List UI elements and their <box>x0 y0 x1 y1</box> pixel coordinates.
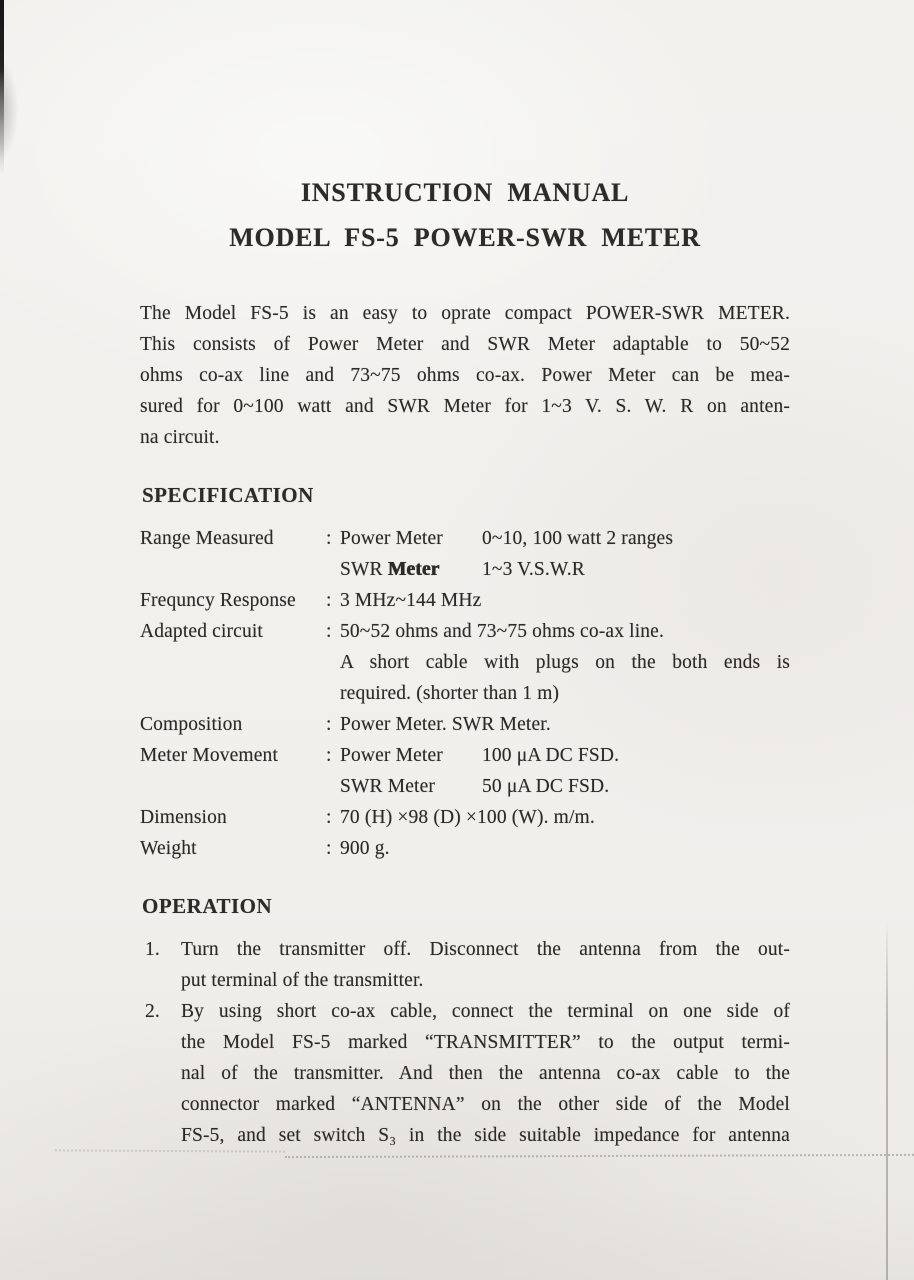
spec-row-range-cont <box>140 554 790 585</box>
spec-row-frequency <box>140 585 790 616</box>
spec-row-meter-movement-cont <box>140 771 790 802</box>
spec-colon: : <box>326 838 332 859</box>
left-edge-smudge <box>0 60 18 160</box>
item-number: 1. <box>145 939 160 960</box>
spec-colon: : <box>326 528 332 549</box>
document-title <box>140 170 790 260</box>
item-line: nal of the transmitter. And then the antenna co-ax cable to the <box>181 1063 790 1084</box>
spec-sub-value: 100 μA DC FSD. <box>482 745 620 766</box>
spec-label-empty <box>140 678 326 709</box>
spec-value <box>340 771 790 802</box>
spec-value: Power Meter. SWR Meter. <box>340 714 551 735</box>
intro-line: This consists of Power Meter and SWR Meter adaptable to 50~52 <box>140 334 790 355</box>
spec-sub-name-overstruck: Meter <box>387 559 440 580</box>
spec-row-adapted-circuit-cont <box>140 678 790 709</box>
spec-value <box>340 523 790 554</box>
spec-label-empty <box>140 554 326 585</box>
spec-row-composition <box>140 709 790 740</box>
right-edge-scan-line <box>886 915 888 1280</box>
item-line: the Model FS-5 marked “TRANSMITTER” to the output termi- <box>181 1032 790 1053</box>
item-line: Turn the transmitter off. Disconnect the antenna from the out- <box>181 939 790 960</box>
spec-label: Adapted circuit <box>140 621 263 642</box>
intro-line: na circuit. <box>140 427 220 448</box>
spec-value: 3 MHz~144 MHz <box>340 590 482 611</box>
spec-colon-empty <box>326 678 340 709</box>
spec-label: Composition <box>140 714 243 735</box>
item-line: FS-5, and set switch S₃ in the side suitable impedance for antenna <box>181 1125 790 1146</box>
spec-colon-empty <box>326 554 340 585</box>
spec-sub-value: 0~10, 100 watt 2 ranges <box>482 528 674 549</box>
title-line-1: INSTRUCTION MANUAL <box>300 178 630 207</box>
spec-sub-name: Power Meter <box>340 528 443 549</box>
spec-value: A short cable with plugs on the both ends is <box>340 652 790 673</box>
spec-row-adapted-circuit-cont <box>140 647 790 678</box>
spec-sub-name <box>340 554 482 585</box>
section-heading-operation: OPERATION <box>142 894 273 918</box>
operation-item-2 <box>140 996 790 1151</box>
item-text <box>181 996 790 1151</box>
spec-colon-empty <box>326 647 340 678</box>
intro-line: The Model FS-5 is an easy to oprate compact POWER-SWR METER. <box>140 303 790 324</box>
spec-sub-value: 1~3 V.S.W.R <box>482 559 585 580</box>
intro-line: sured for 0~100 watt and SWR Meter for 1~3 V. S. W. R on anten- <box>140 396 790 417</box>
spec-value: required. (shorter than 1 m) <box>340 683 560 704</box>
page-content <box>140 0 790 1151</box>
spec-sub-name: Power Meter <box>340 745 443 766</box>
spec-value <box>340 554 790 585</box>
spec-colon: : <box>326 714 332 735</box>
title-line-2: MODEL FS-5 POWER-SWR METER <box>229 223 701 252</box>
spec-label: Weight <box>140 838 197 859</box>
item-number: 2. <box>145 1001 160 1022</box>
spec-sub-name-part: SWR <box>340 559 388 580</box>
spec-sub-value: 50 μA DC FSD. <box>482 776 610 797</box>
spec-value: 70 (H) ×98 (D) ×100 (W). m/m. <box>340 807 595 828</box>
spec-label: Range Measured <box>140 528 274 549</box>
intro-paragraph <box>140 298 790 453</box>
operation-list <box>140 934 790 1151</box>
intro-line: ohms co-ax line and 73~75 ohms co-ax. Power Meter can be mea- <box>140 365 790 386</box>
spec-colon-empty <box>326 771 340 802</box>
spec-value: 900 g. <box>340 838 390 859</box>
spec-label-empty <box>140 771 326 802</box>
spec-colon: : <box>326 590 332 611</box>
section-heading-specification: SPECIFICATION <box>142 483 314 507</box>
spec-row-meter-movement <box>140 740 790 771</box>
spec-colon: : <box>326 807 332 828</box>
spec-colon: : <box>326 621 332 642</box>
operation-item-1 <box>140 934 790 996</box>
spec-value: 50~52 ohms and 73~75 ohms co-ax line. <box>340 621 664 642</box>
item-line: connector marked “ANTENNA” on the other side of the Model <box>181 1094 790 1115</box>
spec-label: Dimension <box>140 807 227 828</box>
item-line: put terminal of the transmitter. <box>181 970 424 991</box>
item-text <box>181 934 790 996</box>
bottom-scan-artifact <box>285 1154 914 1161</box>
spec-row-range <box>140 523 790 554</box>
spec-row-adapted-circuit <box>140 616 790 647</box>
spec-label: Meter Movement <box>140 745 279 766</box>
spec-value <box>340 740 790 771</box>
specification-table <box>140 523 790 864</box>
spec-row-dimension <box>140 802 790 833</box>
spec-row-weight <box>140 833 790 864</box>
spec-label-empty <box>140 647 326 678</box>
spec-colon: : <box>326 745 332 766</box>
spec-label: Frequncy Response <box>140 590 296 611</box>
spec-sub-name: SWR Meter <box>340 776 436 797</box>
item-line: By using short co-ax cable, connect the terminal on one side of <box>181 1001 790 1022</box>
